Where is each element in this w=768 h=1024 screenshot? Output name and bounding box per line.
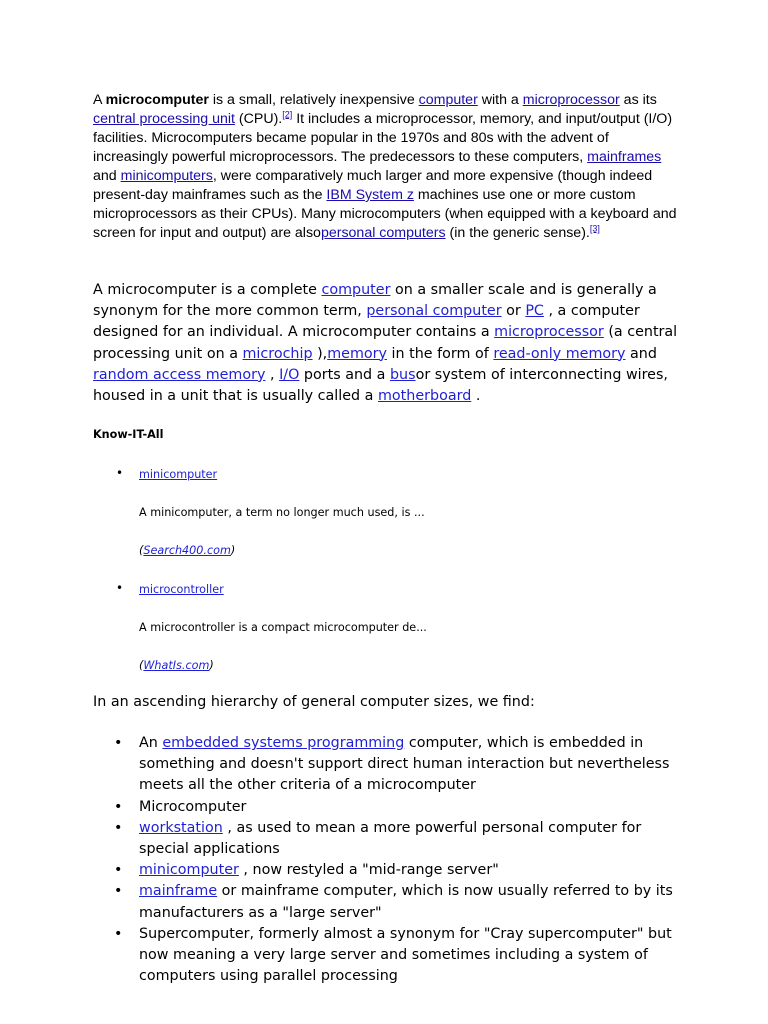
related-link-microcontroller[interactable]: microcontroller [139, 583, 224, 596]
source-link-whatis[interactable]: WhatIs.com [143, 659, 210, 672]
link-computer[interactable]: computer [418, 92, 478, 108]
link-random-access-memory[interactable]: random access memory [93, 366, 266, 383]
link-microprocessor-2[interactable]: microprocessor [494, 324, 604, 341]
link-computer-2[interactable]: computer [321, 282, 391, 298]
link-mainframe[interactable]: mainframe [139, 883, 218, 900]
link-personal-computers[interactable]: personal computers [320, 225, 446, 241]
hierarchy-intro: In an ascending hierarchy of general computer sizes, we find: [93, 694, 535, 710]
bullet: • [116, 466, 124, 480]
link-minicomputers[interactable]: minicomputers [120, 168, 213, 184]
hierarchy-list [93, 733, 683, 987]
term-bold: microcomputer [105, 92, 209, 108]
link-central-processing-unit[interactable]: central processing unit [93, 111, 235, 127]
related-source-whatis: (WhatIs.com) [139, 659, 214, 672]
link-personal-computer[interactable]: personal computer [366, 303, 502, 320]
source-link-search400[interactable]: Search400.com [143, 544, 231, 557]
list-item: • mainframe or mainframe computer, which is now usually referred to by its manufacturers as a "large server" [114, 883, 673, 921]
link-read-only-memory[interactable]: read-only memory [493, 345, 626, 362]
section-heading-know-it-all: Know-IT-All [93, 428, 164, 441]
related-desc-microcontroller: A microcontroller is a compact microcomputer de... [139, 621, 427, 634]
link-embedded-systems-programming[interactable]: embedded systems programming [162, 735, 405, 751]
link-minicomputer[interactable]: minicomputer [139, 862, 239, 879]
link-microchip[interactable]: microchip [242, 345, 313, 362]
link-io[interactable]: I/O [279, 366, 300, 383]
link-pc[interactable]: PC [525, 303, 544, 320]
related-desc-minicomputer: A minicomputer, a term no longer much used, is ... [139, 506, 425, 519]
list-item: • An embedded systems programming computer, which is embedded in something and doesn't support direct human interaction but nevertheless meets all the other criteria of a microcomputer [114, 735, 670, 794]
list-item: • minicomputer , now restyled a "mid-range server" [114, 862, 499, 879]
link-motherboard[interactable]: motherboard [377, 388, 472, 405]
link-bus[interactable]: bus [389, 366, 416, 383]
related-source-search400: (Search400.com) [139, 544, 236, 557]
list-item: • workstation , as used to mean a more powerful personal computer for special applications [114, 819, 642, 858]
link-workstation[interactable]: workstation [139, 819, 223, 836]
citation-2[interactable]: [2] [282, 109, 293, 120]
list-item: • Supercomputer, formerly almost a synonym for "Cray supercomputer" but now meaning a very large server and sometimes including a system of computers using parallel processing [114, 925, 672, 985]
link-microprocessor[interactable]: microprocessor [522, 92, 620, 108]
definition-paragraph: A microcomputer is a complete computer on a smaller scale and is generally a synonym for the more common term, personal computer or PC , a computer designed for an individual. A microcomputer contains a microprocessor (a central processing unit on a microchip ),memory in the form of read-only memory and random access memory , I/O ports and a busor system of interconnecting wires, housed in a unit that is usually called a motherboard . [93, 282, 678, 405]
bullet: • [116, 581, 124, 595]
link-ibm-system-z[interactable]: IBM System z [326, 187, 414, 203]
link-mainframes[interactable]: mainframes [587, 149, 662, 165]
related-link-minicomputer[interactable]: minicomputer [139, 468, 218, 481]
intro-paragraph: A microcomputer is a small, relatively inexpensive computer with a microprocessor as its central processing unit (CPU).[2] It includes a microprocessor, memory, and input/output (I/O) facilities. Microcomputers became popular in the 1970s and 80s with the advent of increasingly powerful microprocessors. The predecessors to these computers, mainframes and minicomputers, were comparatively much larger and more expensive (though indeed present-day mainframes such as the IBM System z machines use one or more custom microprocessors as their CPUs). Many microcomputers (when equipped with a keyboard and screen for input and output) are alsopersonal computers (in the generic sense).[3] [93, 92, 677, 241]
citation-3[interactable]: [3] [589, 223, 600, 234]
link-memory[interactable]: memory [327, 345, 387, 362]
list-item: • Microcomputer [114, 798, 247, 815]
